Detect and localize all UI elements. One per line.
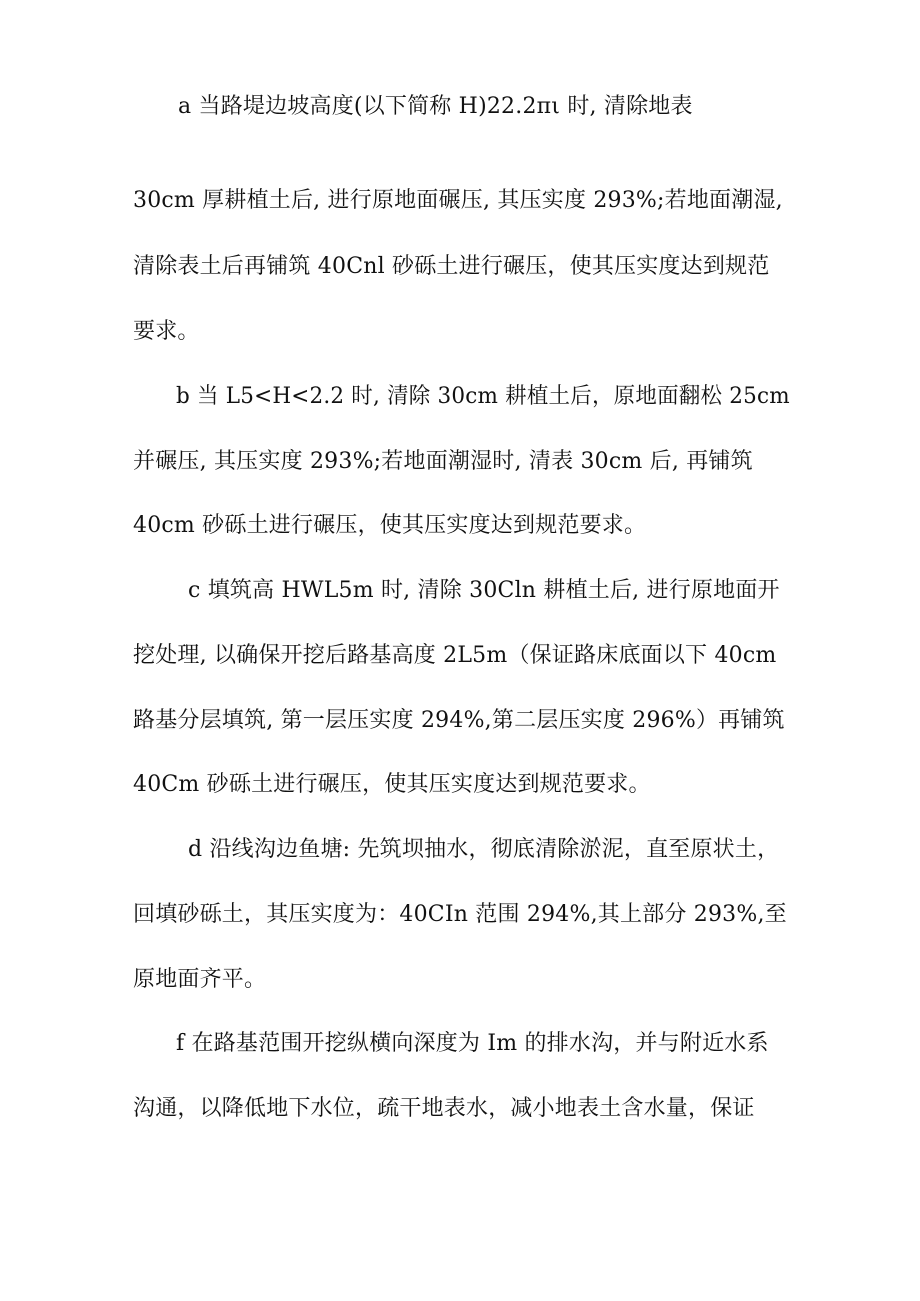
paragraph-c-line-1: c 填筑高 HWL5m 时, 清除 30Cln 耕植土后, 进行原地面开 [188,578,780,603]
paragraph-f-line-2: 沟通，以降低地下水位，疏干地表水，减小地表土含水量，保证 [133,1096,755,1121]
paragraph-f-line-1: f 在路基范围开挖纵横向深度为 Im 的排水沟，并与附近水系 [176,1031,769,1056]
paragraph-a-line-3: 清除表土后再铺筑 40Cnl 砂砾土进行碾压，使其压实度达到规范 [133,254,770,279]
paragraph-a-line-4: 要求。 [133,319,200,344]
paragraph-c-line-2: 挖处理, 以确保开挖后路基高度 2L5m（保证路床底面以下 40cm [133,643,777,668]
paragraph-c-line-3: 路基分层填筑, 第一层压实度 294%,第二层压实度 296%）再铺筑 [133,708,785,733]
paragraph-d-line-2: 回填砂砾土，其压实度为：40CIn 范围 294%,其上部分 293%,至 [133,902,787,927]
paragraph-d-line-3: 原地面齐平。 [133,967,267,992]
paragraph-a-line-1: a 当路堤边坡高度(以下简称 H)22.2πι 时, 清除地表 [178,94,693,119]
paragraph-c-line-4: 40Cm 砂砾土进行碾压，使其压实度达到规范要求。 [133,772,651,797]
paragraph-d-line-1: d 沿线沟边鱼塘: 先筑坝抽水，彻底清除淤泥，直至原状土， [188,837,780,862]
paragraph-b-line-2: 并碾压, 其压实度 293%;若地面潮湿时, 清表 30cm 后, 再铺筑 [133,449,753,474]
paragraph-a-line-2: 30cm 厚耕植土后, 进行原地面碾压, 其压实度 293%;若地面潮湿, [133,188,783,213]
paragraph-b-line-3: 40cm 砂砾土进行碾压，使其压实度达到规范要求。 [133,513,647,538]
paragraph-b-line-1: b 当 L5<H<2.2 时, 清除 30cm 耕植土后，原地面翻松 25cm [176,384,790,409]
